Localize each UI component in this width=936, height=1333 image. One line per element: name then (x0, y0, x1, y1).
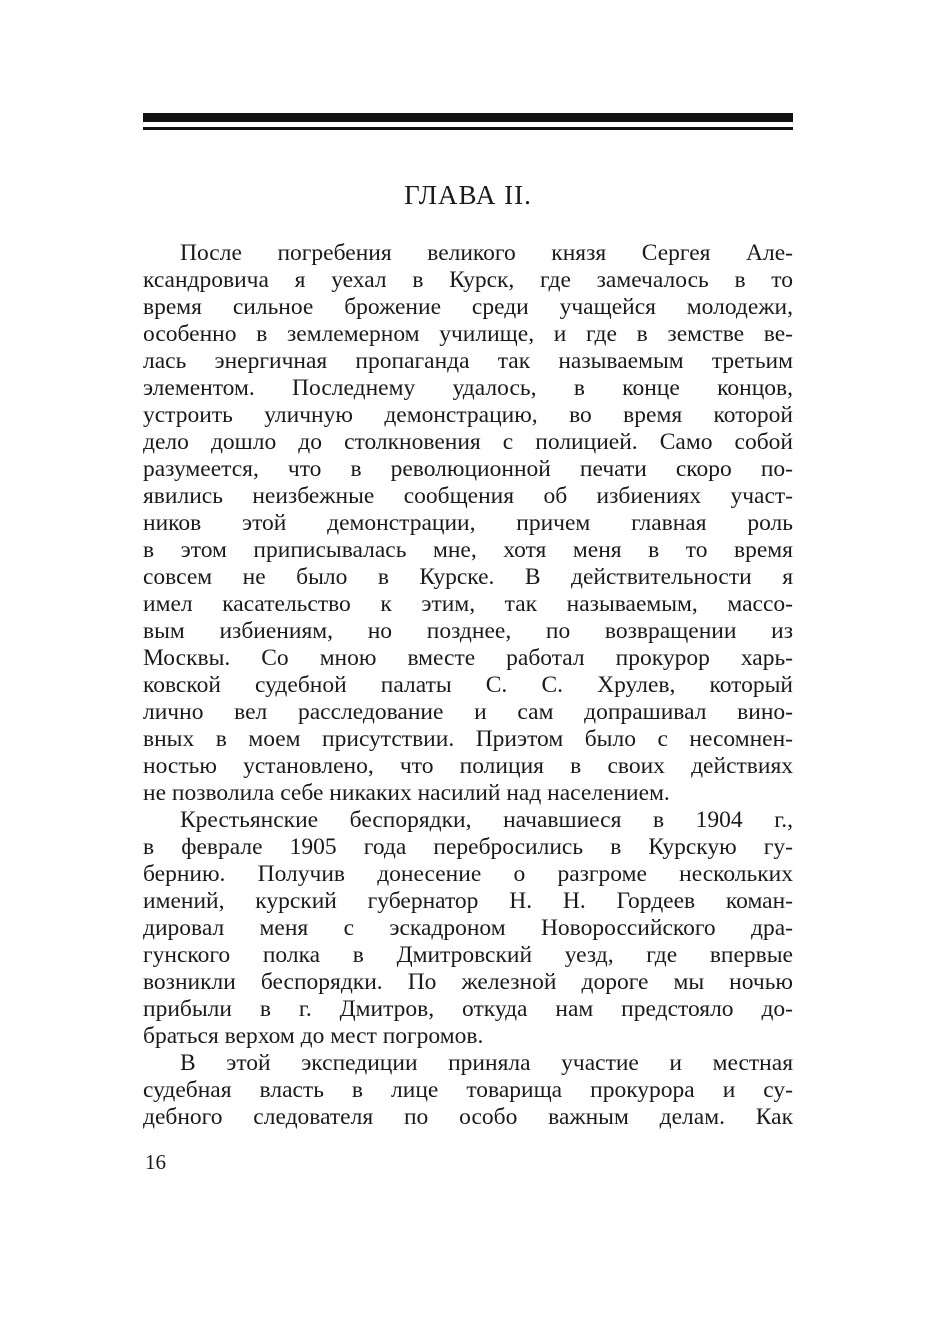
text-line: дировал меня с эскадроном Новороссийского дра- (143, 915, 793, 941)
text-line: гунского полка в Дмитровский уезд, где впервые (143, 942, 793, 968)
text-line: разумеется, что в революционной печати скоро по- (143, 456, 793, 482)
text-line: лась энергичная пропаганда так называемым третьим (143, 348, 793, 374)
text-line: особенно в землемерном училище, и где в земстве ве- (143, 321, 793, 347)
header-rule-thin (143, 127, 793, 130)
text-line: судебная власть в лице товарища прокурора и су- (143, 1077, 793, 1103)
text-line: возникли беспорядки. По железной дороге мы ночью (143, 969, 793, 995)
text-line: имел касательство к этим, так называемым, массо- (143, 591, 793, 617)
text-line: После погребения великого князя Сергея Але- (180, 240, 793, 266)
text-line: явились неизбежные сообщения об избиениях участ- (143, 483, 793, 509)
text-line: не позволила себе никаких насилий над населением. (143, 780, 670, 806)
text-line: имений, курский губернатор Н. Н. Гордеев коман- (143, 888, 793, 914)
text-line: браться верхом до мест погромов. (143, 1023, 484, 1049)
text-line: в этом приписывалась мне, хотя меня в то время (143, 537, 793, 563)
text-line: дебного следователя по особо важным делам. Как (143, 1104, 793, 1130)
text-line: время сильное брожение среди учащейся молодежи, (143, 294, 793, 320)
text-line: совсем не было в Курске. В действительности я (143, 564, 793, 590)
text-line: устроить уличную демонстрацию, во время которой (143, 402, 793, 428)
text-line: ностью установлено, что полиция в своих действиях (143, 753, 793, 779)
text-line: Москвы. Со мною вместе работал прокурор харь- (143, 645, 793, 671)
text-line: прибыли в г. Дмитров, откуда нам предстояло до- (143, 996, 793, 1022)
text-line: дело дошло до столкновения с полицией. Само собой (143, 429, 793, 455)
text-line: вым избиениям, но позднее, по возвращении из (143, 618, 793, 644)
header-rule-thick (143, 113, 793, 122)
text-line: в феврале 1905 года перебросились в Курскую гу- (143, 834, 793, 860)
text-line: Крестьянские беспорядки, начавшиеся в 1904 г., (180, 807, 793, 833)
text-line: вных в моем присутствии. Приэтом было с несомнен- (143, 726, 793, 752)
text-line: бернию. Получив донесение о разгроме нескольких (143, 861, 793, 887)
page-number: 16 (145, 1150, 166, 1174)
text-line: В этой экспедиции приняла участие и местная (180, 1050, 793, 1076)
text-line: ковской судебной палаты С. С. Хрулев, который (143, 672, 793, 698)
text-line: лично вел расследование и сам допрашивал вино- (143, 699, 793, 725)
chapter-heading: ГЛАВА II. (404, 180, 532, 210)
text-line: ксандровича я уехал в Курск, где замечалось в то (143, 267, 793, 293)
text-line: ников этой демонстрации, причем главная роль (143, 510, 793, 536)
text-line: элементом. Последнему удалось, в конце концов, (143, 375, 793, 401)
